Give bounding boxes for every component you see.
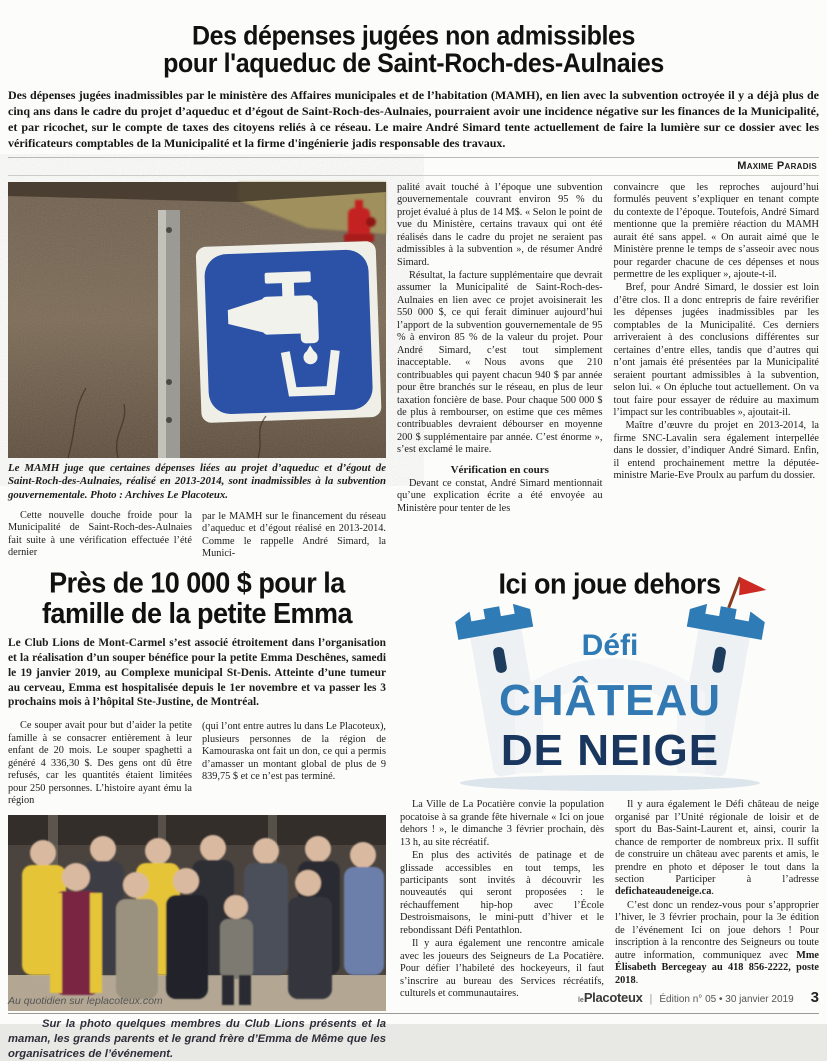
article1-mid-p1: palité avait touché à l’époque une subvention gouvernementale couvrant environ 95 % du projet évalué à plus de 14 M$. « Selon le point de vue du Ministère, certains travaux qui ont été réalisés dans le cadre du projet ne seraient pas admissibles à la subvention », de résumer André Simard. xyxy=(397,181,603,268)
article3-col-a-p3: Il y aura également une rencontre amicale avec les joueurs des Seigneurs de La Pocatière. Pour défier l’habileté des hockeyeurs, il faut s’inscrire au bureau des Services récréatifs, culturels et communautaires. xyxy=(400,938,604,1000)
article2-headline-line2: famille de la petite Emma xyxy=(41,598,353,630)
article1-right-p3: Maître d’œuvre du projet en 2013-2014, la firme SNC-Lavalin sera également interpellée dans le dossier, d’indiquer André Simard. Enfin, il entend prochainement mettre la députée-ministre Marie-Eve Proulx au parfum du dossier. xyxy=(613,420,819,482)
article1-mid-p2: Résultat, la facture supplémentaire que devrait assumer la Municipalité de Saint-Roch-des-Aulnaies en lien avec ce projet avoisinerait les 550 000 $, ce qui ferait diminuer aujourd’hui l’apport de la subvention gouvernementale de 95 % à environ 85 % de la valeur du projet. Pour André Simard, c’est tout simplement inacceptable. « Nous avons que 210 contribuables qui payent chacun 940 $ par année pour être branchés sur le réseau, en plus de leur taxation foncière de base. Pour chaque 500 000 $ de plus à rembourser, on estime que ces mêmes contribuables devraient débourser en moyenne 200 $ supplémentaire par année. C’est énorme », s’est exclamé le maire. xyxy=(397,269,603,456)
article3-col-b-p1-end: . xyxy=(711,886,714,898)
logo-de-neige: DE NEIGE xyxy=(500,726,719,776)
article2-columns xyxy=(8,720,386,807)
article1-col-left-b: par le MAMH sur le financement du réseau d’aqueduc et d’égout réalisé en 2013-2014. Comme le rappelle André Simard, la Munici- xyxy=(202,510,386,559)
article3-columns xyxy=(400,799,819,1000)
article3-col-b-p1-text: Il y aura également le Défi château de neige organisé par l’Unité régionale de loisir et de sport du Bas-Saint-Laurent et, ainsi, courir la chance de remporter de nombreux prix. Il suffit de construire un château avec parents et amis, le prendre en photo et déposer le tout dans la section Participer à l’adresse xyxy=(615,799,819,885)
footer-separator: | xyxy=(649,993,653,1005)
article3-headline: Ici on joue dehors xyxy=(498,568,721,601)
article1-right-p2: Bref, pour André Simard, le dossier est loin d’être clos. Il a donc entrepris de faire revérifier les dépenses jugées inadmissibles par les comptables de la Municipalité. Ces derniers arriveraient à des conclusions différentes sur certaines d’entre elles, tandis que d’autres qui n’ont jamais été présentées par la Municipalité seraient pourtant admissibles à la subvention, selon lui. « On épluche tout actuellement. On va tout faire pour essayer de réduire au maximum l’impact sur les contribuables », ajoutait-il. xyxy=(613,282,819,418)
article1-photo-column xyxy=(8,182,386,561)
article1-lead: Des dépenses jugées inadmissibles par le ministère des Affaires municipales et de l’habitation (MAMH), en lien avec la subvention octroyée il y a déjà plus de cinq ans dans le cadre du projet d’aqueduc et d’égout de Saint-Roch-des-Aulnaies, pourraient avoir une incidence négative sur les finances de la Municipalité, et par ricochet, sur le compte de taxes des citoyens reliés à ce réseau. Le maire André Simard tente actuellement de faire la lumière sur ce dossier avec les vérificateurs comptables de la Municipalité et la firme d'ingénierie jadis responsable des travaux. xyxy=(8,87,819,150)
defichateaudeneige-url: defichateaudeneige.ca xyxy=(615,886,712,898)
article2-lead: Le Club Lions de Mont-Carmel s’est associé étroitement dans l’organisation et la réalisation d’un souper bénéfice pour la petite Emma Deschênes, samedi le 19 janvier 2019, au Complexe municipal St-Denis. Atteinte d’une tumeur au cerveau, Emma est hospitalisée depuis le 1er novembre et va passer les 3 prochains mois à l’hôpital Ste-Justine, de Montréal. xyxy=(8,637,386,709)
article3 xyxy=(400,570,819,1061)
footer-brand xyxy=(578,989,643,1007)
article1-byline: Maxime Paradis xyxy=(737,159,817,172)
footer-page-number: 3 xyxy=(810,989,819,1006)
defi-chateau-de-neige-logo xyxy=(445,603,775,793)
article1-headline-line1: Des dépenses jugées non admissibles xyxy=(191,21,636,52)
water-tap-sign xyxy=(196,241,382,423)
article1-right-column xyxy=(614,182,820,561)
bottom-section xyxy=(8,567,819,1061)
page-footer xyxy=(8,989,819,1014)
sign-post xyxy=(158,210,180,458)
article1-right-p1: convaincre que les reproches aujourd’hui formulés peuvent s’expliquer en tenant compte du contexte de l’époque. Toutefois, André Simard mentionne que la première réaction du MAMH aurait été sans appel. « On aurait aimé que le Ministère prenne le temps de s’asseoir avec nous pour regarder chacune de ces dépenses et nous permettre de les expliquer », ajoute-t-il. xyxy=(613,181,819,280)
article3-col-b-p2-text: C’est donc un rendez-vous pour s’approprier l’hiver, le 3 février prochain, pour la 3e édition de l’événement Ici on joue dehors ! Pour inscription à la rencontre des Seigneurs ou toute autre information, communiquez avec xyxy=(615,899,819,961)
contact-info: Mme Élisabeth Bercegeay au 418 856-2222, poste 2018 xyxy=(615,949,819,986)
article2 xyxy=(8,567,386,1061)
article3-col-a-p2: En plus des activités de patinage et de glissade accessibles en tout temps, les participants sont invités à découvrir les nouveautés qui seront proposées : le réchauffement hip-hop avec l’École Destroismaisons, le mini-putt d’hiver et le rebondissant Défi Pentathlon. xyxy=(400,850,604,936)
article2-col-a: Ce souper avait pour but d’aider la petite famille à se consacrer entièrement à leur enfant de 20 mois. Le souper spaghetti a généré 4 336,30 $. Des gens ont dû être refusés, car les quantités étaient limitées pour 250 personnes. L’histoire ayant ému la région xyxy=(8,720,192,807)
article1-subhead: Vérification en cours xyxy=(450,463,549,476)
water-sign-photo xyxy=(8,182,386,458)
footer-masthead xyxy=(578,989,819,1007)
article2-headline-line1: Près de 10 000 $ pour la xyxy=(49,567,345,600)
article2-photo-caption: Sur la photo quelques membres du Club Lions présents et la maman, les grands parents et le grand frère d’Emma de Même que les organisatrices de l’événement. xyxy=(8,1018,386,1060)
logo-defi: Défi xyxy=(581,629,638,663)
footer-brand-prefix: le xyxy=(577,997,584,1004)
footer-edition: Édition n° 05 • 30 janvier 2019 xyxy=(659,994,794,1005)
article1-columns xyxy=(8,182,819,561)
article3-col-a xyxy=(400,799,604,1000)
article1-photo-caption: Le MAMH juge que certaines dépenses liées au projet d’aqueduc et d’égout de Saint-Roch-des-Aulnaies, réalisé en 2013-2014, sont inadmissibles à la subvention gouvernementale. Photo : Archives Le Placoteux. xyxy=(8,461,386,501)
article2-headline xyxy=(8,569,386,630)
article3-col-b xyxy=(615,799,819,1000)
article1-middle-column xyxy=(397,182,603,561)
rule-below-byline xyxy=(8,175,819,176)
footer-brand-name: Placoteux xyxy=(583,990,643,1005)
club-lions-group-photo xyxy=(8,815,386,1011)
article3-col-b-p2-end: . xyxy=(635,974,639,986)
article3-col-b-p2 xyxy=(615,900,819,987)
article2-col-b: (qui l’ont entre autres lu dans Le Placoteux), plusieurs personnes de la région de Kamouraska ont fait un don, ce qui a permis d’amasser un montant global de plus de 9 839,75 $ et ce n’est pas terminé. xyxy=(202,721,386,783)
article1-headline-line2: pour l'aqueduc de Saint-Roch-des-Aulnaies xyxy=(163,49,664,79)
footer-website: Au quotidien sur leplacoteux.com xyxy=(8,995,163,1007)
logo-chateau: CHÂTEAU xyxy=(498,676,721,726)
article3-col-b-p1 xyxy=(615,799,819,899)
article1-headline xyxy=(8,22,819,78)
article3-col-a-p1: La Ville de La Pocatière convie la population pocatoise à sa grande fête hivernale « Ici on joue dehors ! », le dimanche 3 février prochain, dès 13 h, au site récréatif. xyxy=(400,799,604,848)
article1-left-minicols xyxy=(8,510,386,561)
article1-mid-p3: Devant ce constat, André Simard mentionnait qu’une explication écrite a été envoyée au Ministère pour tenter de les xyxy=(397,477,603,514)
article1-col-left-a: Cette nouvelle douche froide pour la Municipalité de Saint-Roch-des-Aulnaies fait suite à une vérification effectuée l’été dernier xyxy=(8,509,192,558)
